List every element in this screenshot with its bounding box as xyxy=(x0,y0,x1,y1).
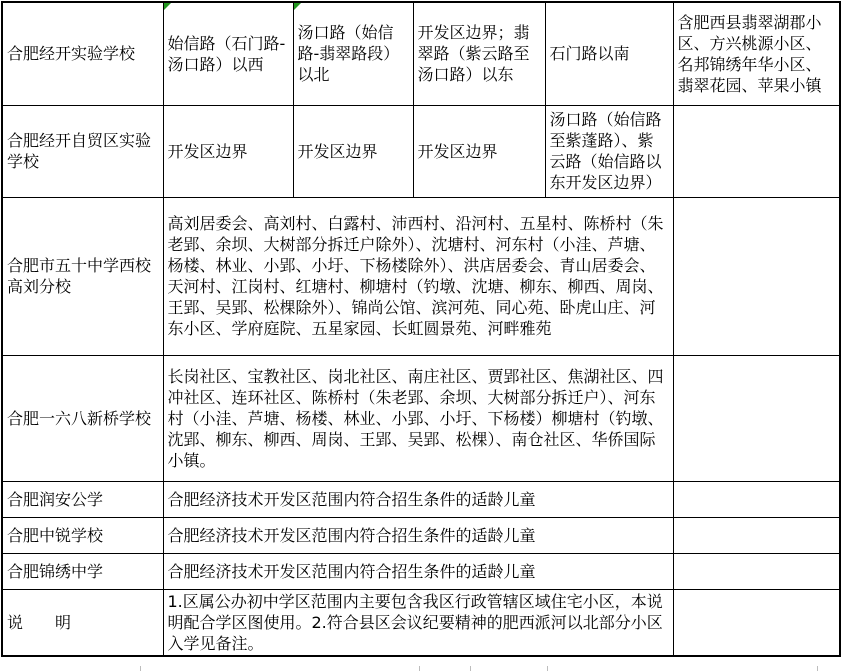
school-name-cell: 合肥市五十中学西校高刘分校 xyxy=(2,197,163,355)
notes-label-cell: 说 明 xyxy=(2,589,163,656)
boundary-south-cell: 石门路以南 xyxy=(545,2,673,105)
boundary-north-cell xyxy=(293,2,413,105)
district-zone-cell: 合肥经济技术开发区范围内符合招生条件的适龄儿童 xyxy=(163,481,673,517)
school-name-cell: 合肥中锐学校 xyxy=(2,517,163,553)
cell-error-triangle-icon xyxy=(294,3,301,10)
remark-cell: 含肥西县翡翠湖郡小区、方兴桃源小区、名邦锦绣年华小区、翡翠花园、苹果小镇 xyxy=(673,2,840,105)
school-name-cell: 合肥锦绣中学 xyxy=(2,553,163,589)
boundary-north-cell: 开发区边界 xyxy=(293,105,413,197)
remark-cell xyxy=(673,517,840,553)
school-name-cell: 合肥经开实验学校 xyxy=(2,2,163,105)
district-zone-cell: 长岗社区、宝教社区、岗北社区、南庄社区、贾郢社区、焦湖社区、四冲社区、连环社区、陈桥村（朱老郢、余坝、大树部分拆迁户）、河东村（小洼、芦塘、杨楼、林业、小郢、小圩、下杨楼）柳塘村（钓墩、沈郢、柳东、柳西、周岗、王郢、吴郢、松棵）、南仓社区、华侨国际小镇。 xyxy=(163,355,673,481)
gridline-stub xyxy=(817,666,818,671)
gridline-stub xyxy=(547,666,548,671)
boundary-south-cell: 汤口路（始信路至紫蓬路）、紫云路（始信路以东开发区边界） xyxy=(545,105,673,197)
boundary-east-cell: 开发区边界 xyxy=(413,105,545,197)
district-zone-cell: 合肥经济技术开发区范围内符合招生条件的适龄儿童 xyxy=(163,553,673,589)
cell-text: 汤口路（始信路-翡翠路段）以北 xyxy=(297,23,400,85)
cell-error-triangle-icon xyxy=(164,3,171,10)
table-row xyxy=(2,517,840,553)
school-name-cell: 合肥润安公学 xyxy=(2,481,163,517)
gridline-stub xyxy=(419,666,420,671)
remark-cell xyxy=(673,355,840,481)
table-row xyxy=(2,2,840,105)
district-zone-cell: 合肥经济技术开发区范围内符合招生条件的适龄儿童 xyxy=(163,517,673,553)
remark-cell xyxy=(673,105,840,197)
remark-cell xyxy=(673,589,840,656)
remark-cell xyxy=(673,481,840,517)
boundary-east-cell: 开发区边界；翡翠路（紫云路至汤口路）以东 xyxy=(413,2,545,105)
school-name-cell: 合肥经开自贸区实验学校 xyxy=(2,105,163,197)
table-row xyxy=(2,197,840,355)
district-zone-cell: 高刘居委会、高刘村、白露村、沛西村、沿河村、五星村、陈桥村（朱老郢、余坝、大树部分拆迁户除外）、沈塘村、河东村（小洼、芦塘、杨楼、林业、小郢、小圩、下杨楼除外）、洪店居委会、青山居委会、天河村、江岗村、红塘村、柳塘村（钓墩、沈塘、柳东、柳西、周岗、王郢、吴郢、松棵除外）、锦尚公馆、滨河苑、同心苑、卧虎山庄、河东小区、学府庭院、五星家园、长虹圆景苑、河畔雅苑 xyxy=(163,197,673,355)
table-row xyxy=(2,481,840,517)
remark-cell xyxy=(673,197,840,355)
gridline-stub xyxy=(140,666,141,671)
remark-cell xyxy=(673,553,840,589)
table-row xyxy=(2,589,840,656)
table-row xyxy=(2,553,840,589)
school-name-cell: 合肥一六八新桥学校 xyxy=(2,355,163,481)
school-district-table xyxy=(1,1,841,657)
gridline-stub xyxy=(470,666,471,671)
cell-text: 始信路（石门路-汤口路）以西 xyxy=(167,33,286,74)
notes-text-cell: 1.区属公办初中学区范围内主要包含我区行政管辖区域住宅小区，本说明配合学区图使用。2.符合县区会议纪要精神的肥西派河以北部分小区入学见备注。 xyxy=(163,589,673,656)
boundary-west-cell xyxy=(163,2,293,105)
table-row xyxy=(2,355,840,481)
table-row xyxy=(2,105,840,197)
boundary-west-cell: 开发区边界 xyxy=(163,105,293,197)
